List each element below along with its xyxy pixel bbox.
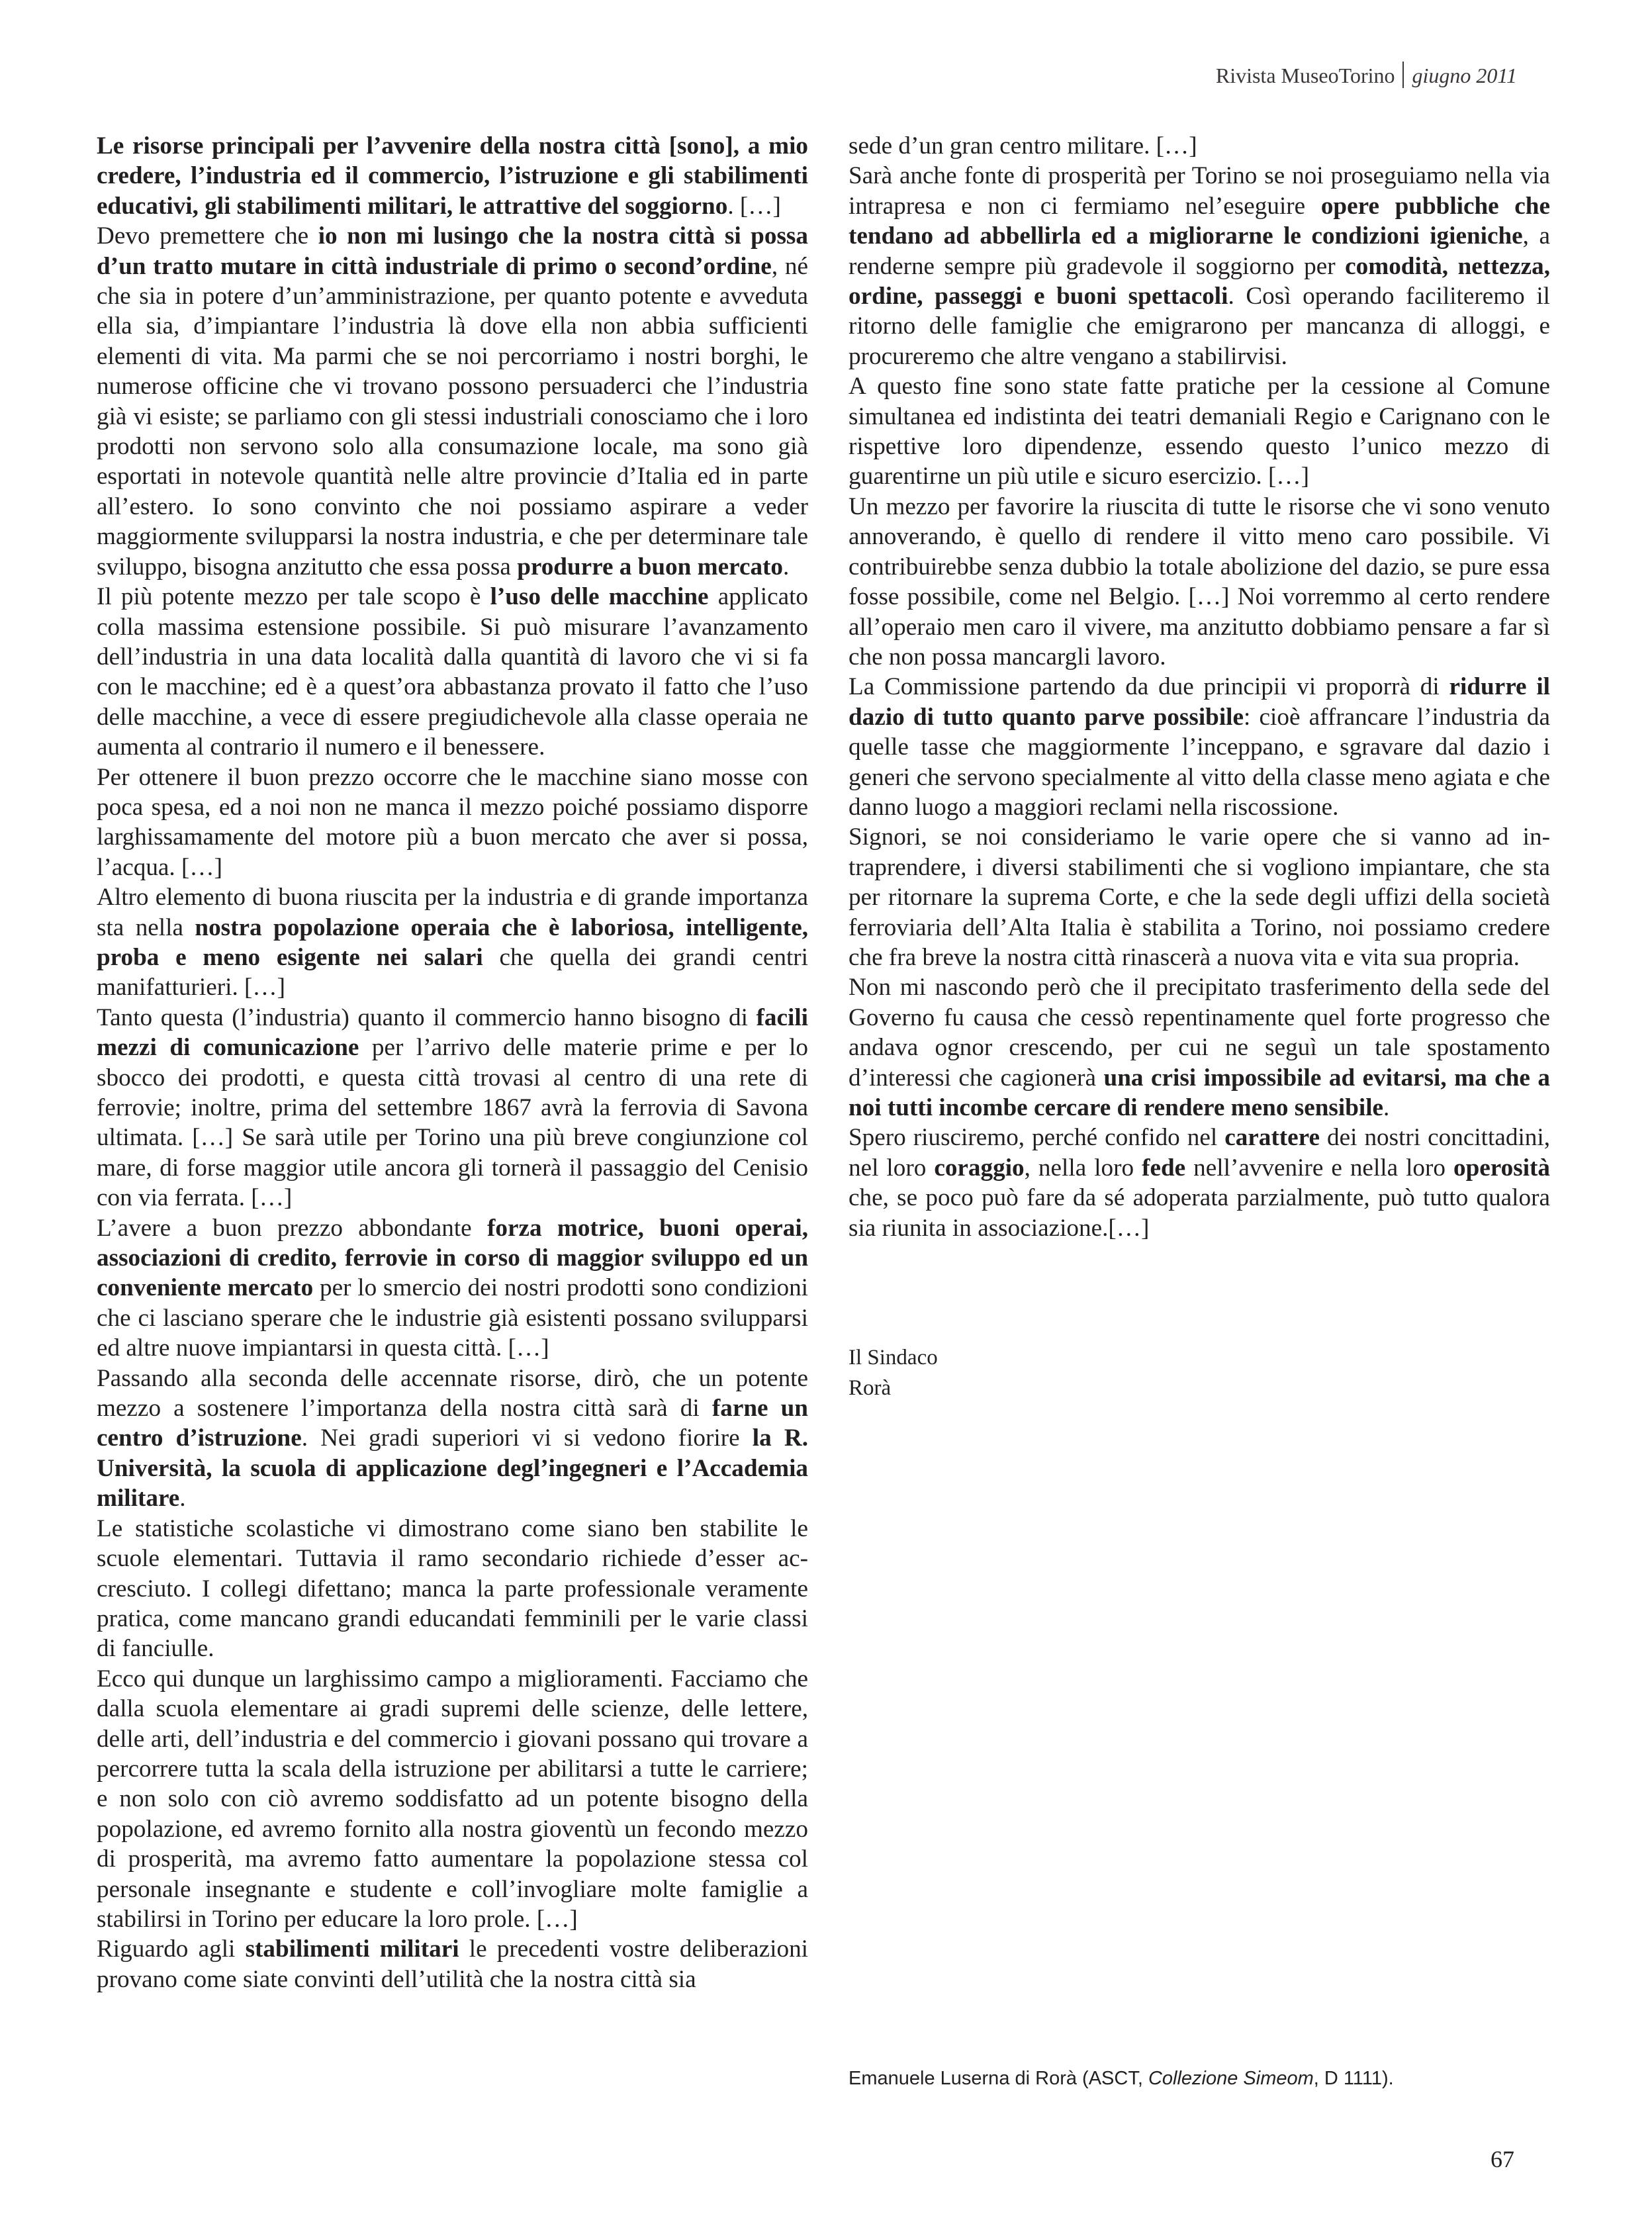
text-run: Il più potente mezzo per tale scopo è bbox=[97, 583, 490, 611]
header-divider bbox=[1402, 62, 1404, 88]
text-run: Non mi nascondo però che il precipitato trasferimento della sede del Governo fu causa che cessò repentinamente quel forte progresso che andava ognor crescendo, per cui ne seguì un tale spostamento d’interessi che cagionerà bbox=[849, 974, 1550, 1092]
bold-text-run: forza motrice, buoni operai, associazioni di credito, ferrovie in corso di maggior sviluppo ed un conveniente mercato bbox=[97, 1214, 808, 1302]
image-caption bbox=[849, 2067, 1394, 2090]
text-run: Per ottenere il buon prezzo occorre che le macchine siano mosse con poca spesa, ed a noi non ne manca il mezzo poiché possiamo disporre larghissamamente del motore più a buon mercato che aver si possa, l’acqua. […] bbox=[97, 763, 808, 881]
paragraph bbox=[849, 492, 1550, 672]
caption-text-before: Emanuele Luserna di Rorà (ASCT, bbox=[849, 2068, 1148, 2089]
paragraph bbox=[97, 1364, 808, 1514]
text-run: A questo fine sono state fatte pratiche per la cessione al Comune simultanea ed indistinta dei teatri demaniali Regio e Carignano con le rispettive loro dipendenze, essendo questo l’unico mezzo di guarentirne un più utile e sicuro esercizio. […] bbox=[849, 373, 1550, 490]
bold-text-run: produrre a buon mercato bbox=[517, 553, 784, 581]
bold-text-run: nostra popolazione operaia che è laboriosa, intelligente, proba e meno esigente nei salari bbox=[97, 913, 808, 971]
paragraph bbox=[97, 1213, 808, 1364]
bold-text-run: operosità bbox=[1453, 1154, 1551, 1182]
text-run: . […] bbox=[727, 192, 781, 220]
paragraph bbox=[97, 763, 808, 883]
paragraph bbox=[849, 161, 1550, 371]
text-run: . bbox=[179, 1485, 186, 1512]
text-run: Tanto questa (l’industria) quanto il commercio hanno bisogno di bbox=[97, 1003, 757, 1031]
paragraph bbox=[97, 1514, 808, 1664]
bold-text-run: comodità, nettezza, ordine, passeggi e buoni spettacoli bbox=[849, 252, 1550, 310]
bold-text-run: ridurre il dazio di tutto quanto parve possibile bbox=[849, 673, 1550, 731]
text-run: Signori, se noi consideriamo le varie opere che si vanno ad intraprendere, i diversi stabilimenti che si vogliono impiantare, che sta per ritornare la suprema Corte, e che la sede degli uffizi della società ferroviaria dell’Alta Italia è stabilita a Torino, noi possiamo credere che fra breve la nostra città rinascerà a nuova vita e vita sua propria. bbox=[849, 823, 1550, 971]
text-run: Altro elemento di buona riuscita per la industria e di grande importanza sta nella bbox=[97, 884, 808, 941]
text-run: Un mezzo per favorire la riuscita di tutte le risorse che vi sono venuto annoverando, è quello di rendere il vitto meno caro possibile. Vi contribuirebbe senza dubbio la totale abolizione del dazio, se pure essa fosse possibile, come nel Belgio. […] Noi vorremmo al certo rendere all’operaio men caro il vivere, ma anzitutto dobbiamo pensare a far sì che non possa mancargli lavoro. bbox=[849, 492, 1550, 671]
bold-text-run: carattere bbox=[1224, 1124, 1320, 1152]
publication-name: Rivista MuseoTorino bbox=[1215, 64, 1395, 87]
paragraph bbox=[849, 131, 1550, 161]
text-run: Devo premettere che bbox=[97, 222, 318, 250]
page-number: 67 bbox=[1491, 2146, 1514, 2172]
right-text-column bbox=[849, 131, 1550, 1243]
text-run: nell’avvenire e nella loro bbox=[1185, 1154, 1454, 1182]
text-run: sede d’un gran centro militare. […] bbox=[849, 132, 1197, 160]
text-run: Spero riusciremo, perché confido nel bbox=[849, 1124, 1225, 1152]
bold-text-run: la R. Università, la scuola di applicazione degl’ingegneri e l’Accademia militare bbox=[97, 1424, 808, 1512]
paragraph bbox=[849, 371, 1550, 492]
text-run: che, se poco può fare da sé adoperata parzialmente, può tutto qualora sia riunita in associazione.[…] bbox=[849, 1184, 1550, 1242]
paragraph bbox=[849, 972, 1550, 1123]
text-run: . Nei gradi superiori vi si vedono fiorire bbox=[301, 1424, 753, 1452]
text-run: , a renderne sempre più gradevole il soggiorno per bbox=[849, 222, 1550, 280]
text-run: L’avere a buon prezzo abbondante bbox=[97, 1214, 487, 1242]
paragraph bbox=[97, 131, 808, 221]
text-run: Ecco qui dunque un larghissimo campo a miglioramenti. Facciamo che dalla scuola elementare ai gradi supremi delle scienze, delle lettere, delle arti, dell’industria e del commercio i giovani possano qui trovare a percorrere tutta la scala della istruzione per abilitarsi a tutte le carriere; e non solo con ciò avremo soddisfatto ad un potente bisogno della popolazione, ed avremo fornito alla nostra gioventù un fecondo mezzo di prosperità, ma avremo fatto aumentare la popolazione stessa col personale insegnante e studente e coll’invogliare molte famiglie a stabilirsi in Torino per educare la loro prole. […] bbox=[97, 1665, 808, 1933]
bold-text-run: io non mi lusingo che la nostra città si possa d’un tratto mutare in città industriale di primo o second’ordine bbox=[97, 222, 808, 280]
bold-text-run: coraggio bbox=[934, 1154, 1025, 1182]
paragraph bbox=[849, 822, 1550, 972]
signature-block bbox=[849, 1342, 938, 1403]
text-run: , né che sia in potere d’un’amministrazione, per quanto potente e avveduta ella sia, d’impiantare l’industria là dove ella non abbia sufficienti elementi di vita. Ma parmi che se noi percorriamo i nostri borghi, le numerose officine che vi trovano possono persuaderci che l’industria già vi esiste; se parliamo con gli stessi industriali conosciamo che i loro prodotti non servono solo alla consumazione locale, ma sono già esportati in notevole quantità nelle altre provincie d’Italia ed in parte all’estero. Io sono convinto che noi possiamo aspirare a veder maggiormente svilupparsi la nostra industria, e che per determinare tale sviluppo, bisogna anzitutto che essa possa bbox=[97, 252, 808, 581]
text-run: Passando alla seconda delle accennate risorse, dirò, che un potente mezzo a sostenere l’importanza della nostra città sarà di bbox=[97, 1364, 808, 1422]
text-run: Riguardo agli bbox=[97, 1935, 246, 1963]
text-run: per l’arrivo delle materie prime e per lo sbocco dei prodotti, e questa città trovasi al centro di una rete di ferrovie; inoltre, prima del settembre 1867 avrà la ferrovia di Savona ultimata. […] Se sarà utile per Torino una più breve congiunzione col mare, di forse maggior utile ancora gli tornerà il passaggio del Cenisio con via ferrata. […] bbox=[97, 1034, 808, 1212]
text-run: La Commissione partendo da due principii vi proporrà di bbox=[849, 673, 1449, 701]
text-run: che quella dei grandi centri manifatturieri. […] bbox=[97, 943, 808, 1001]
caption-text-after: , D 1111). bbox=[1313, 2068, 1394, 2089]
text-run: . Così operando faciliteremo il ritorno delle famiglie che emigrarono per mancanza di alloggi, e procureremo che altre vengano a stabilirvisi. bbox=[849, 283, 1550, 370]
caption-collection-title: Collezione Simeom bbox=[1148, 2068, 1314, 2089]
bold-text-run: fede bbox=[1142, 1154, 1186, 1182]
bold-text-run: opere pubbliche che tendano ad abbellirla ed a migliorarne le condizioni igieniche bbox=[849, 192, 1550, 250]
paragraph bbox=[849, 672, 1550, 822]
bold-text-run: una crisi impossibile ad evitarsi, ma che a noi tutti incombe cercare di rendere meno sensibile bbox=[849, 1064, 1550, 1121]
bold-text-run: l’uso delle macchine bbox=[490, 583, 709, 611]
paragraph bbox=[97, 882, 808, 1003]
text-run: . bbox=[1383, 1094, 1390, 1121]
signature-role: Il Sindaco bbox=[849, 1346, 938, 1370]
text-run: : cioè affrancare l’industria da quelle tasse che maggiormente l’inceppano, e sgravare dal dazio i generi che servono specialmente al vitto della classe meno agiata e che danno luogo a maggiori reclami nella riscossione. bbox=[849, 703, 1550, 821]
paragraph bbox=[97, 1934, 808, 1994]
text-run: dei nostri concittadini, nel loro bbox=[849, 1124, 1550, 1182]
text-run: . bbox=[783, 553, 790, 581]
paragraph bbox=[97, 1003, 808, 1213]
bold-text-run: facili mezzi di comunicazione bbox=[97, 1003, 808, 1062]
text-run: Le statistiche scolastiche vi dimostrano come siano ben stabilite le scuole elementari. Tuttavia il ramo secondario richiede d’esser accresciuto. I collegi difettano; manca la parte professionale veramente pratica, come mancano grandi educandati femminili per le varie classi di fanciulle. bbox=[97, 1514, 808, 1663]
bold-text-run: farne un centro d’istruzione bbox=[97, 1395, 808, 1452]
text-run: per lo smercio dei nostri prodotti sono condizioni che ci lasciano sperare che le industrie già esistenti possano svilupparsi ed altre nuove impiantarsi in questa città. […] bbox=[97, 1274, 808, 1362]
paragraph bbox=[97, 1664, 808, 1935]
paragraph bbox=[97, 582, 808, 762]
text-run: le precedenti vostre deliberazioni provano come siate convinti dell’utilità che la nostra città sia bbox=[97, 1935, 809, 1993]
paragraph bbox=[97, 221, 808, 582]
bold-text-run: stabilimenti militari bbox=[245, 1935, 459, 1963]
paragraph bbox=[849, 1123, 1550, 1243]
running-header bbox=[1216, 61, 1517, 90]
text-run: applicato colla massima estensione possibile. Si può misurare l’avanzamento dell’industria in una data località dalla quantità di lavoro che vi si fa con le macchine; ed è a quest’ora abbastanza provato il fatto che l’uso delle macchine, a vece di essere pregiudichevole alla classe operaia ne aumenta al contrario il numero e il benessere. bbox=[97, 583, 809, 761]
signature-name: Rorà bbox=[849, 1376, 892, 1400]
text-run: , nella loro bbox=[1024, 1154, 1142, 1182]
left-text-column bbox=[97, 131, 808, 1994]
text-run: Sarà anche fonte di prosperità per Torino se noi proseguiamo nella via intrapresa e non ci fermiamo nel’eseguire bbox=[849, 162, 1550, 220]
issue-date: giugno 2011 bbox=[1412, 64, 1517, 87]
bold-text-run: Le risorse principali per l’avvenire della nostra città [sono], a mio credere, l’industria ed il commercio, l’istruzione e gli stabilimenti educativi, gli stabilimenti militari, le attrattive del soggiorno bbox=[97, 132, 808, 220]
